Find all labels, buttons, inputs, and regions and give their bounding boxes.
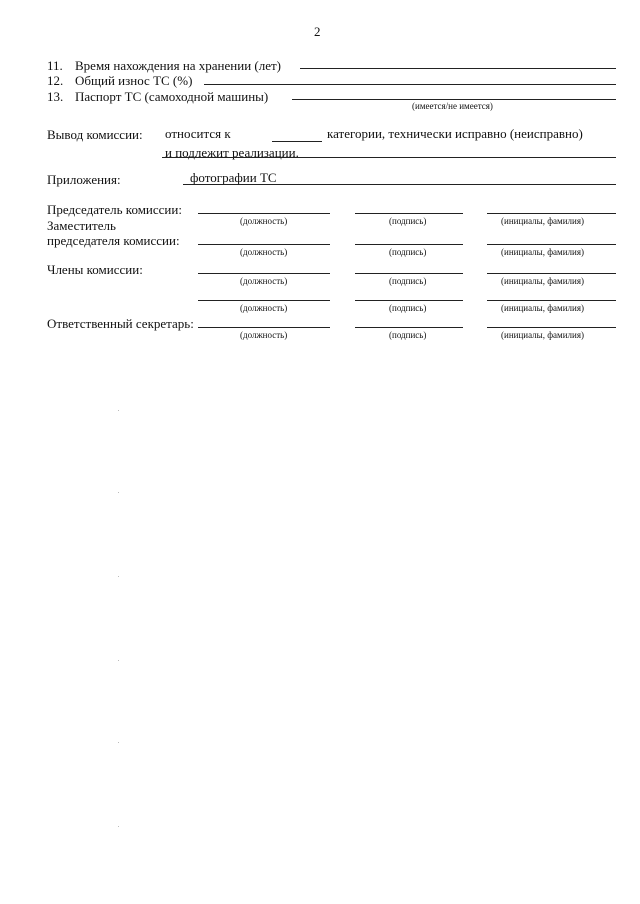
- member2-signature-field[interactable]: [355, 300, 463, 301]
- secretary-position-caption: (должность): [240, 330, 288, 340]
- member1-name-caption: (инициалы, фамилия): [501, 276, 584, 286]
- deputy-label-line1: Заместитель: [47, 218, 116, 233]
- chairman-signature-caption: (подпись): [389, 216, 427, 226]
- member1-name-field[interactable]: [487, 273, 616, 274]
- chairman-name-caption: (инициалы, фамилия): [501, 216, 584, 226]
- scan-speck: [118, 410, 119, 411]
- attachments-underline: [183, 184, 616, 185]
- deputy-name-caption: (инициалы, фамилия): [501, 247, 584, 257]
- scan-speck: [118, 576, 119, 577]
- item-11-field[interactable]: [300, 68, 616, 69]
- conclusion-underline: [162, 157, 616, 158]
- member1-signature-caption: (подпись): [389, 276, 427, 286]
- members-label: Члены комиссии:: [47, 262, 143, 277]
- item-13-label: Паспорт ТС (самоходной машины): [75, 89, 269, 104]
- member2-signature-caption: (подпись): [389, 303, 427, 313]
- secretary-label: Ответственный секретарь:: [47, 316, 194, 331]
- chairman-position-caption: (должность): [240, 216, 288, 226]
- deputy-label-line2: председателя комиссии:: [47, 233, 180, 248]
- item-13-number: 13.: [47, 89, 64, 104]
- scan-speck: [118, 660, 119, 661]
- member2-position-field[interactable]: [198, 300, 330, 301]
- secretary-position-field[interactable]: [198, 327, 330, 328]
- category-field[interactable]: [272, 141, 322, 142]
- item-11-number: 11.: [47, 58, 63, 73]
- deputy-position-caption: (должность): [240, 247, 288, 257]
- chairman-name-field[interactable]: [487, 213, 616, 214]
- deputy-signature-caption: (подпись): [389, 247, 427, 257]
- member1-position-field[interactable]: [198, 273, 330, 274]
- attachments-value: фотографии ТС: [190, 170, 277, 185]
- member1-signature-field[interactable]: [355, 273, 463, 274]
- conclusion-part1: относится к: [165, 126, 231, 141]
- conclusion-line2: и подлежит реализации.: [165, 145, 299, 160]
- member1-position-caption: (должность): [240, 276, 288, 286]
- chairman-signature-field[interactable]: [355, 213, 463, 214]
- attachments-label: Приложения:: [47, 172, 121, 187]
- conclusion-part2: категории, технически исправно (неисправно): [327, 126, 583, 141]
- item-11-label: Время нахождения на хранении (лет): [75, 58, 282, 73]
- deputy-position-field[interactable]: [198, 244, 330, 245]
- deputy-name-field[interactable]: [487, 244, 616, 245]
- secretary-signature-field[interactable]: [355, 327, 463, 328]
- item-12-number: 12.: [47, 73, 64, 88]
- member2-position-caption: (должность): [240, 303, 288, 313]
- item-12-label: Общий износ ТС (%): [75, 73, 193, 88]
- chairman-position-field[interactable]: [198, 213, 330, 214]
- scan-speck: [118, 826, 119, 827]
- member2-name-field[interactable]: [487, 300, 616, 301]
- item-12-field[interactable]: [204, 84, 616, 85]
- conclusion-label: Вывод комиссии:: [47, 127, 143, 142]
- member2-name-caption: (инициалы, фамилия): [501, 303, 584, 313]
- passport-caption: (имеется/не имеется): [412, 101, 493, 111]
- page-number: 2: [314, 24, 321, 39]
- secretary-name-caption: (инициалы, фамилия): [501, 330, 584, 340]
- scan-speck: [118, 742, 119, 743]
- deputy-signature-field[interactable]: [355, 244, 463, 245]
- item-13-field[interactable]: [292, 99, 616, 100]
- scan-speck: [118, 492, 119, 493]
- chairman-label: Председатель комиссии:: [47, 202, 182, 217]
- secretary-name-field[interactable]: [487, 327, 616, 328]
- secretary-signature-caption: (подпись): [389, 330, 427, 340]
